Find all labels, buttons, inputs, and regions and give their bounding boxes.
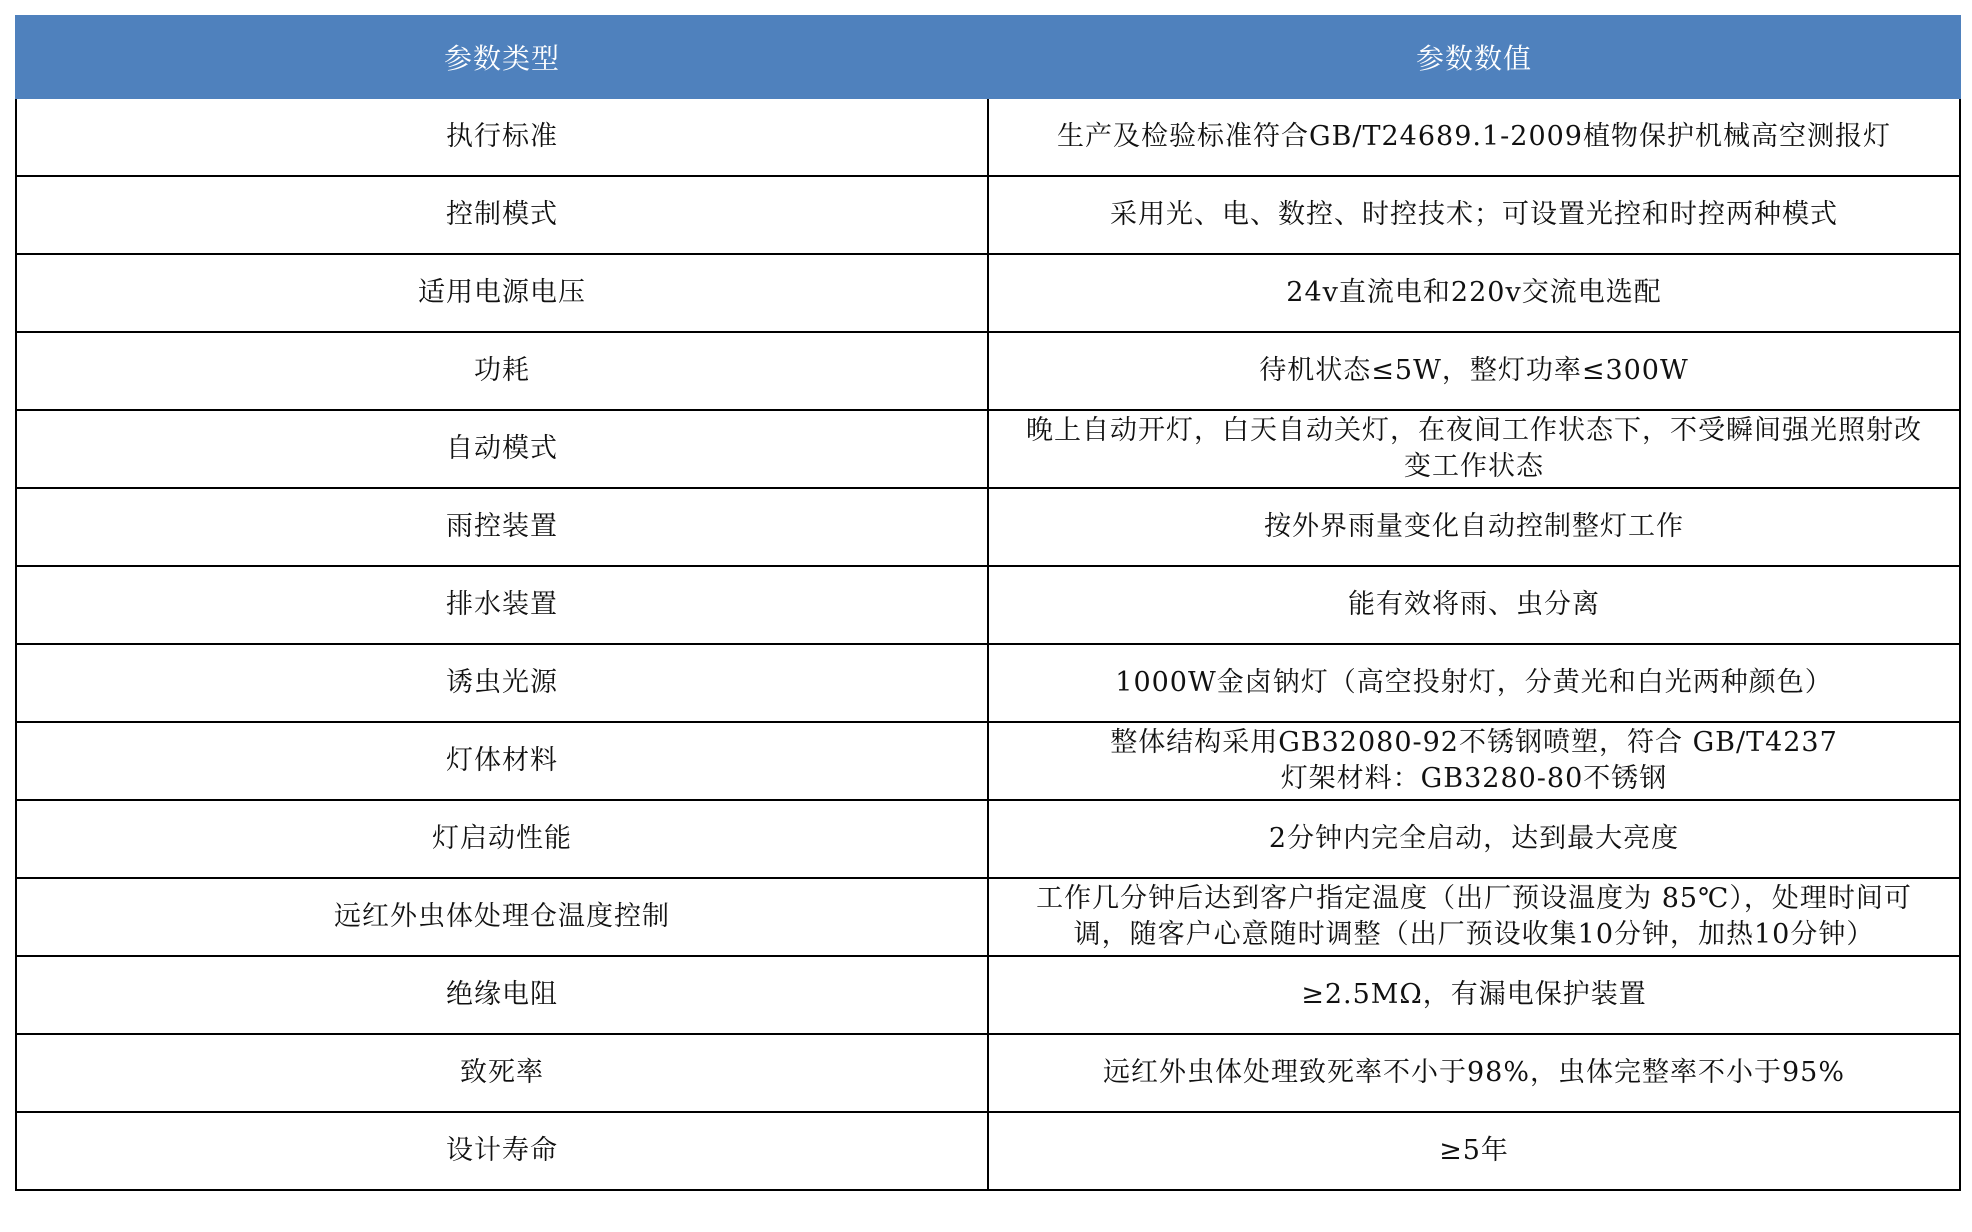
param-value-cell: 工作几分钟后达到客户指定温度（出厂预设温度为 85℃），处理时间可 调，随客户心意随时调整（出厂预设收集10分钟，加热10分钟） bbox=[988, 878, 1960, 956]
table-row bbox=[16, 410, 1960, 488]
param-value-cell: 远红外虫体处理致死率不小于98%，虫体完整率不小于95% bbox=[988, 1034, 1960, 1112]
param-type-cell: 绝缘电阻 bbox=[16, 956, 988, 1034]
param-type-cell: 功耗 bbox=[16, 332, 988, 410]
header-param-value: 参数数值 bbox=[988, 16, 1960, 98]
param-value-cell: 能有效将雨、虫分离 bbox=[988, 566, 1960, 644]
table-row bbox=[16, 956, 1960, 1034]
param-value-cell: 整体结构采用GB32080-92不锈钢喷塑，符合 GB/T4237 灯架材料：GB3280-80不锈钢 bbox=[988, 722, 1960, 800]
param-value-cell: 1000W金卤钠灯（高空投射灯，分黄光和白光两种颜色） bbox=[988, 644, 1960, 722]
table-row bbox=[16, 1034, 1960, 1112]
param-type-cell: 设计寿命 bbox=[16, 1112, 988, 1190]
table-row bbox=[16, 488, 1960, 566]
param-type-cell: 远红外虫体处理仓温度控制 bbox=[16, 878, 988, 956]
param-value-cell: 24v直流电和220v交流电选配 bbox=[988, 254, 1960, 332]
table-header-row bbox=[16, 16, 1960, 98]
param-value-cell: 2分钟内完全启动，达到最大亮度 bbox=[988, 800, 1960, 878]
table-row bbox=[16, 878, 1960, 956]
table-row bbox=[16, 98, 1960, 176]
spec-table bbox=[15, 15, 1961, 1191]
param-type-cell: 适用电源电压 bbox=[16, 254, 988, 332]
param-type-cell: 执行标准 bbox=[16, 98, 988, 176]
table-row bbox=[16, 332, 1960, 410]
table-row bbox=[16, 176, 1960, 254]
table-row bbox=[16, 644, 1960, 722]
param-type-cell: 自动模式 bbox=[16, 410, 988, 488]
param-value-cell: 晚上自动开灯，白天自动关灯，在夜间工作状态下，不受瞬间强光照射改 变工作状态 bbox=[988, 410, 1960, 488]
table-row bbox=[16, 722, 1960, 800]
table-row bbox=[16, 254, 1960, 332]
param-value-cell: ≥2.5MΩ，有漏电保护装置 bbox=[988, 956, 1960, 1034]
param-type-cell: 致死率 bbox=[16, 1034, 988, 1112]
param-type-cell: 雨控装置 bbox=[16, 488, 988, 566]
table-row bbox=[16, 1112, 1960, 1190]
param-type-cell: 诱虫光源 bbox=[16, 644, 988, 722]
param-type-cell: 灯启动性能 bbox=[16, 800, 988, 878]
param-type-cell: 控制模式 bbox=[16, 176, 988, 254]
param-type-cell: 灯体材料 bbox=[16, 722, 988, 800]
param-value-cell: 待机状态≤5W，整灯功率≤300W bbox=[988, 332, 1960, 410]
header-param-type: 参数类型 bbox=[16, 16, 988, 98]
param-type-cell: 排水装置 bbox=[16, 566, 988, 644]
param-value-cell: 采用光、电、数控、时控技术；可设置光控和时控两种模式 bbox=[988, 176, 1960, 254]
param-value-cell: 按外界雨量变化自动控制整灯工作 bbox=[988, 488, 1960, 566]
param-value-cell: 生产及检验标准符合GB/T24689.1-2009植物保护机械高空测报灯 bbox=[988, 98, 1960, 176]
param-value-cell: ≥5年 bbox=[988, 1112, 1960, 1190]
table-row bbox=[16, 566, 1960, 644]
table-row bbox=[16, 800, 1960, 878]
